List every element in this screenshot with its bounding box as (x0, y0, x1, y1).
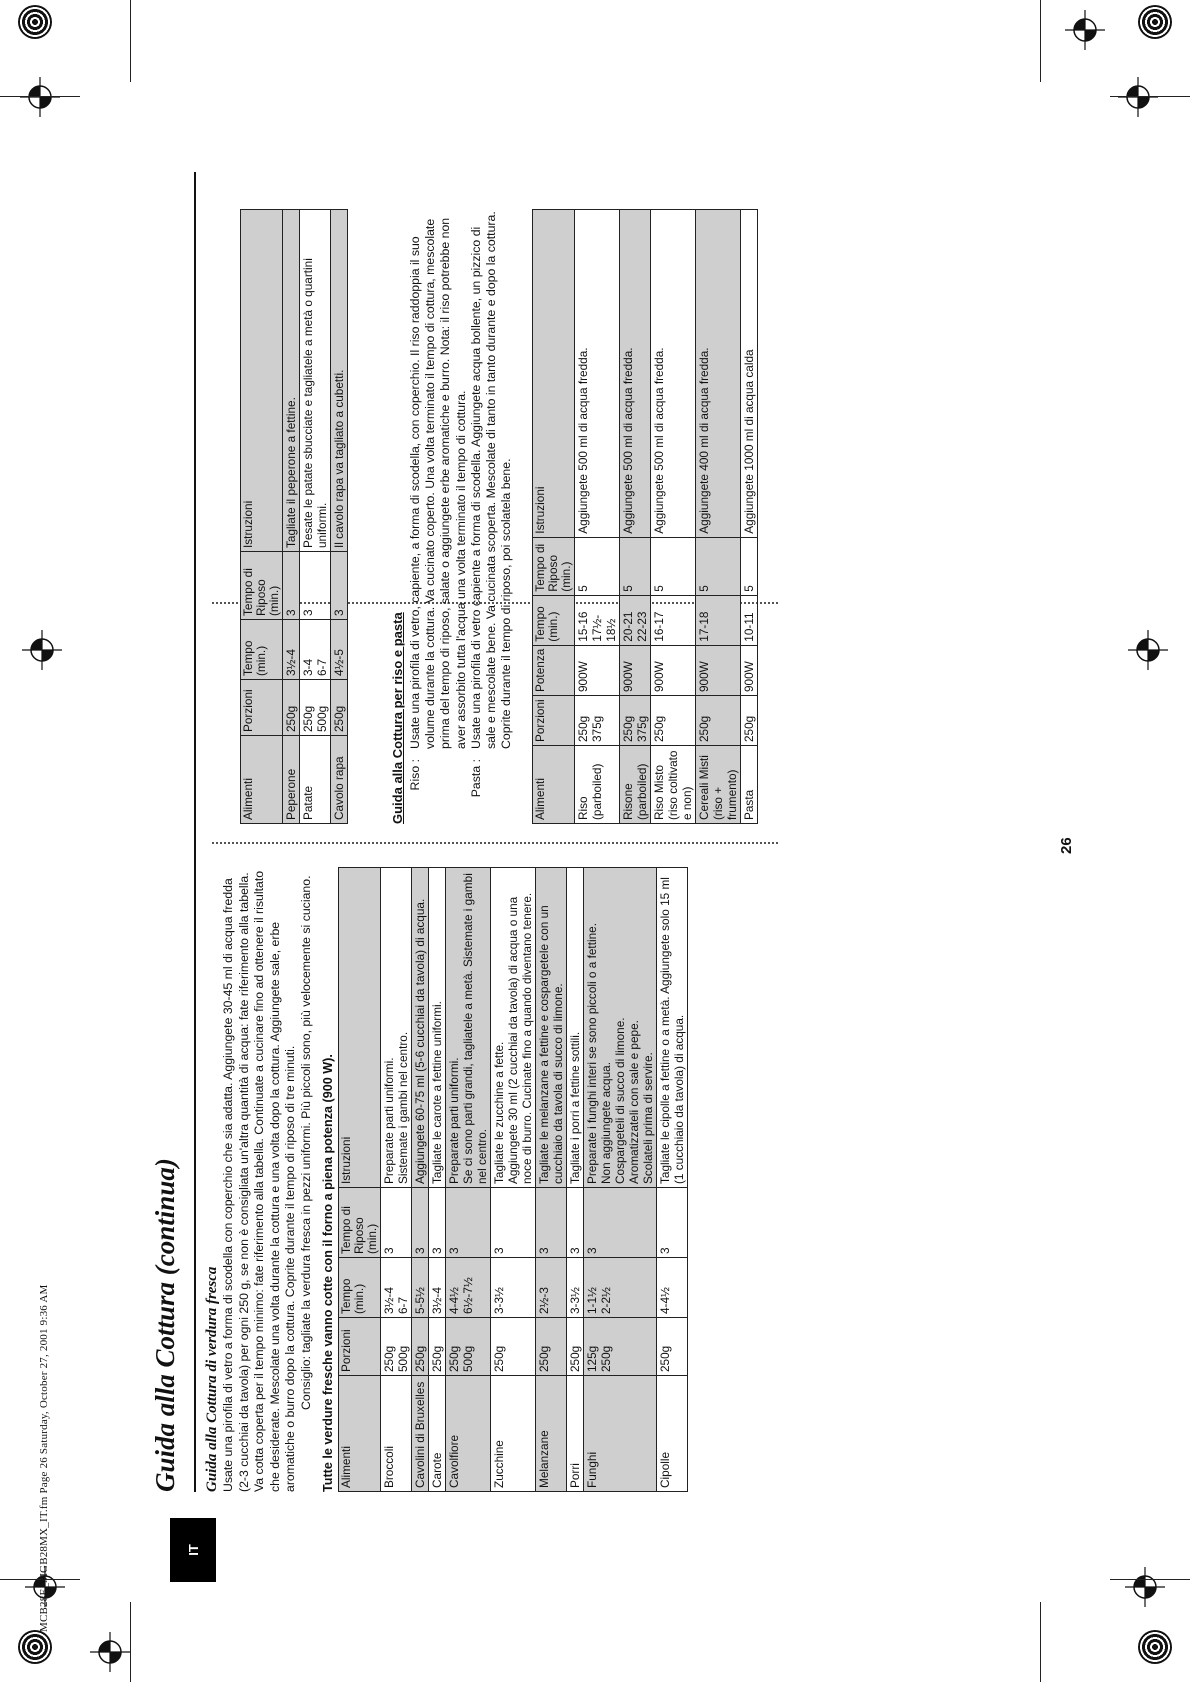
table-cell-time: 4-4½ (656, 1258, 687, 1318)
table-cell-time: 4-4½ 6½-7½ (445, 1258, 490, 1318)
table-cell-portions: 250g 500g (445, 1318, 490, 1376)
file-header-line: MCB28E_MGB28MX_IT.fm Page 26 Saturday, October 27, 2001 9:36 AM (38, 1284, 50, 1632)
crop-mark (1040, 1602, 1041, 1682)
table-cell-portions: 250g (490, 1318, 535, 1376)
table-cell-time: 20-21 22-23 (620, 595, 651, 645)
pasta-text: Usate una pirofila di vetro capiente a forma di scodella. Aggiungete acqua bollente, un pizzico di sale e mescolate bene. Va cucinata scoperta. Mescolate di tanto in tanto durante e dopo la cottura. Coprite durante il tempo di riposo, poi scolatela bene. (468, 211, 514, 749)
table-cell-food: Patate (300, 736, 331, 824)
table-cell-time: 10-11 (741, 595, 758, 645)
column-header: Istruzioni (338, 868, 380, 1188)
table-cell-time: 3½-4 (428, 1258, 445, 1318)
table-cell-portions: 250g (651, 696, 696, 746)
table-cell-time: 1-1½ 2-2½ (583, 1258, 656, 1318)
table-cell-instr: Tagliate le cipolle a fettine o a metà. Aggiungete solo 15 ml (1 cucchiaio da tavola) di acqua. (656, 868, 687, 1188)
column-header: Tempo (min.) (533, 595, 575, 645)
table-row (490, 868, 535, 1492)
table-cell-rest: 5 (741, 537, 758, 595)
column-header: Porzioni (533, 696, 575, 746)
table-cell-rest: 3 (583, 1188, 656, 1258)
crop-mark (130, 1602, 131, 1682)
table-cell-time: 3½-4 (283, 620, 300, 680)
table-cell-instr: Aggiungete 400 ml di acqua fredda. (696, 210, 741, 538)
rice-pasta-table (532, 209, 758, 824)
fresh-veg-tip: Consiglio: tagliate la verdura fresca in pezzi uniformi. Più piccoli sono, più velocemente si cuciano. (298, 875, 313, 1410)
crosshair-icon (20, 77, 60, 117)
column-header: Potenza (533, 645, 575, 695)
table-cell-rest: 3 (300, 552, 331, 620)
table-cell-portions: 250g 500g (380, 1318, 411, 1376)
page-number: 26 (1058, 837, 1075, 854)
table-cell-rest: 3 (380, 1188, 411, 1258)
table-cell-food: Cipolle (656, 1376, 687, 1492)
table-cell-rest: 5 (620, 537, 651, 595)
table-cell-instr: Tagliate i porri a fettine sottili. (566, 868, 583, 1188)
table-cell-instr: Pesate le patate sbucciate e tagliatele a metà o quartini uniformi. (300, 210, 331, 552)
table-cell-rest: 3 (535, 1188, 566, 1258)
table-cell-rest: 3 (411, 1188, 428, 1258)
crosshair-icon (1065, 10, 1105, 50)
table-cell-food: Carote (428, 1376, 445, 1492)
table-cell-instr: Aggiungete 1000 ml di acqua calda (741, 210, 758, 538)
column-divider (212, 842, 778, 844)
table-cell-power: 900W (620, 645, 651, 695)
table-cell-instr: Tagliate le carote a fettine uniformi. (428, 868, 445, 1188)
table-cell-rest: 3 (490, 1188, 535, 1258)
table-row (656, 868, 687, 1492)
color-rosette-icon (18, 5, 52, 39)
table-cell-food: Cereali Misti (riso + frumento) (696, 746, 741, 824)
table-cell-time: 17-18 (696, 595, 741, 645)
table-row (651, 210, 696, 824)
table-cell-portions: 250g (428, 1318, 445, 1376)
table-cell-time: 3-4 6-7 (300, 620, 331, 680)
table-cell-power: 900W (575, 645, 620, 695)
table-row (428, 868, 445, 1492)
table-cell-time: 4½-5 (331, 620, 348, 680)
column-header: Tempo (min.) (241, 620, 283, 680)
rice-instructions (408, 209, 469, 824)
column-header: Alimenti (241, 736, 283, 824)
table-cell-portions: 250g (331, 680, 348, 736)
column-header: Istruzioni (533, 210, 575, 538)
column-header: Tempo (min.) (338, 1258, 380, 1318)
fresh-veg-table (338, 867, 688, 1492)
table-cell-instr: Tagliate le zucchine a fette. Aggiungete 30 ml (2 cucchiai da tavola) di acqua o una noce di burro. Cucinate fino a quando diventano tenere. (490, 868, 535, 1188)
table-cell-food: Melanzane (535, 1376, 566, 1492)
veg-continued-table (240, 209, 348, 824)
crosshair-icon (1128, 630, 1168, 670)
table-cell-instr: Tagliate le melanzane a fettine e cospargetele con un cucchiaio da tavola di succo di limone. (535, 868, 566, 1188)
table-cell-rest: 3 (445, 1188, 490, 1258)
crop-mark (1110, 96, 1190, 97)
table-row (696, 210, 741, 824)
table-cell-portions: 250g 500g (300, 680, 331, 736)
table-cell-food: Cavolfiore (445, 1376, 490, 1492)
rice-label: Riso : (408, 759, 422, 791)
crop-mark (1110, 1579, 1190, 1580)
table-cell-rest: 3 (331, 552, 348, 620)
color-rosette-icon (1138, 5, 1172, 39)
table-cell-power: 900W (741, 645, 758, 695)
table-cell-portions: 250g (696, 696, 741, 746)
fresh-veg-heading: Guida alla Cottura di verdura fresca (204, 1266, 220, 1492)
page-title: Guida alla Cottura (continua) (150, 1158, 180, 1492)
table-cell-portions: 250g (566, 1318, 583, 1376)
table-cell-portions: 250g (411, 1318, 428, 1376)
table-cell-instr: Il cavolo rapa va tagliato a cubetti. (331, 210, 348, 552)
table-cell-food: Funghi (583, 1376, 656, 1492)
table-row (445, 868, 490, 1492)
table-cell-portions: 125g 250g (583, 1318, 656, 1376)
table-cell-food: Riso Misto (riso coltivato e non) (651, 746, 696, 824)
table-cell-power: 900W (651, 645, 696, 695)
table-cell-portions: 250g (741, 696, 758, 746)
column-header: Tempo di Riposo (min.) (533, 537, 575, 595)
column-header: Tempo di Riposo (min.) (241, 552, 283, 620)
table-row (583, 868, 656, 1492)
column-header: Porzioni (241, 680, 283, 736)
language-tab: IT (170, 1518, 216, 1582)
table-cell-time: 3-3½ (566, 1258, 583, 1318)
column-header: Porzioni (338, 1318, 380, 1376)
table-cell-rest: 5 (651, 537, 696, 595)
table-cell-rest: 5 (575, 537, 620, 595)
crosshair-icon (1125, 1567, 1165, 1607)
table-cell-food: Zucchine (490, 1376, 535, 1492)
crosshair-icon (22, 630, 62, 670)
table-cell-rest: 3 (428, 1188, 445, 1258)
table-row (575, 210, 620, 824)
table-cell-time: 3½-4 6-7 (380, 1258, 411, 1318)
table-row (380, 868, 411, 1492)
title-rule (194, 172, 196, 1492)
crosshair-icon (1118, 77, 1158, 117)
fresh-veg-column (204, 867, 688, 1492)
fresh-veg-lead: Tutte le verdure fresche vanno cotte con il forno a piena potenza (900 W). (320, 1054, 335, 1492)
table-cell-time: 3-3½ (490, 1258, 535, 1318)
table-cell-food: Broccoli (380, 1376, 411, 1492)
table-row (620, 210, 651, 824)
column-header: Tempo di Riposo (min.) (338, 1188, 380, 1258)
table-cell-time: 5-5½ (411, 1258, 428, 1318)
table-cell-food: Porri (566, 1376, 583, 1492)
column-header: Istruzioni (241, 210, 283, 552)
table-row (331, 210, 348, 824)
fresh-veg-paragraph: Usate una pirofila di vetro a forma di scodella con coperchio che sia adatta. Aggiungete 30-45 ml di acqua fredda (2-3 cucchiai da tavola) per ogni 250 g, se non è consigliata un'altra quantità di acqua: fate riferimento alla tabella. Va cotta coperta per il tempo minimo: fate riferimento alla tabella. Continuate a cucinare fino ad ottenere il risultato che desiderate. Mescolate una volta durante la cottura e una volta dopo la cottura. Aggiungete sale, erbe aromatiche o burro dopo la cottura. Coprite durante il tempo di riposo di tre minuti. (221, 870, 298, 1492)
right-column (240, 209, 758, 824)
table-row (411, 868, 428, 1492)
crop-mark (130, 0, 131, 82)
crop-mark (0, 96, 80, 97)
table-cell-instr: Aggiungete 60-75 ml (5-6 cucchiai da tavola) di acqua. (411, 868, 428, 1188)
table-cell-rest: 3 (283, 552, 300, 620)
rice-text: Usate una pirofila di vetro, capiente, a forma di scodella, con coperchio. Il riso raddoppia il suo volume durante la cottura. Va cucinato coperto. Una volta terminato il tempo di cottura, mescolate prima del tempo di riposo, salate o aggiungete erbe aromatiche e burro. Nota: il riso potrebbe non aver assorbito tutta l'acqua una volta terminato il tempo di cottura. (408, 217, 468, 749)
table-cell-portions: 250g (535, 1318, 566, 1376)
column-header: Alimenti (533, 746, 575, 824)
rice-pasta-heading: Guida alla Cottura per riso e pasta (390, 612, 405, 824)
table-cell-food: Pasta (741, 746, 758, 824)
table-row (535, 868, 566, 1492)
table-cell-time: 2½-3 (535, 1258, 566, 1318)
table-row (566, 868, 583, 1492)
table-cell-food: Risone (parboiled) (620, 746, 651, 824)
table-cell-rest: 3 (656, 1188, 687, 1258)
pasta-label: Pasta : (468, 759, 483, 798)
table-cell-portions: 250g (656, 1318, 687, 1376)
table-cell-instr: Aggiungete 500 ml di acqua fredda. (651, 210, 696, 538)
table-cell-food: Peperone (283, 736, 300, 824)
table-cell-instr: Aggiungete 500 ml di acqua fredda. (575, 210, 620, 538)
column-header: Alimenti (338, 1376, 380, 1492)
pasta-instructions (469, 209, 515, 824)
table-row (741, 210, 758, 824)
table-cell-food: Cavolini di Bruxelles (411, 1376, 428, 1492)
table-row (300, 210, 331, 824)
table-cell-food: Riso (parboiled) (575, 746, 620, 824)
table-cell-portions: 250g 375g (620, 696, 651, 746)
table-cell-rest: 3 (566, 1188, 583, 1258)
color-rosette-icon (18, 1630, 52, 1664)
table-cell-instr: Preparate parti uniformi. Sistemate i gambi nel centro. (380, 868, 411, 1188)
color-rosette-icon (1138, 1630, 1172, 1664)
crop-mark (1040, 0, 1041, 82)
crosshair-icon (90, 1632, 130, 1672)
table-cell-portions: 250g (283, 680, 300, 736)
table-cell-instr: Tagliate il peperone a fettine. (283, 210, 300, 552)
table-cell-portions: 250g 375g (575, 696, 620, 746)
table-cell-time: 16-17 (651, 595, 696, 645)
table-cell-power: 900W (696, 645, 741, 695)
table-cell-time: 15-16 17½- 18½ (575, 595, 620, 645)
table-cell-instr: Preparate i funghi interi se sono piccoli o a fettine. Non aggiungete acqua. Cospargeteli di succo di limone. Aromatizzateli con sale e pepe. Scolateli prima di servire. (583, 868, 656, 1188)
table-cell-food: Cavolo rapa (331, 736, 348, 824)
table-cell-rest: 5 (696, 537, 741, 595)
table-cell-instr: Aggiungete 500 ml di acqua fredda. (620, 210, 651, 538)
table-row (283, 210, 300, 824)
table-cell-instr: Preparate parti uniformi. Se ci sono parti grandi, tagliatele a metà. Sistemate i gambi nel centro. (445, 868, 490, 1188)
